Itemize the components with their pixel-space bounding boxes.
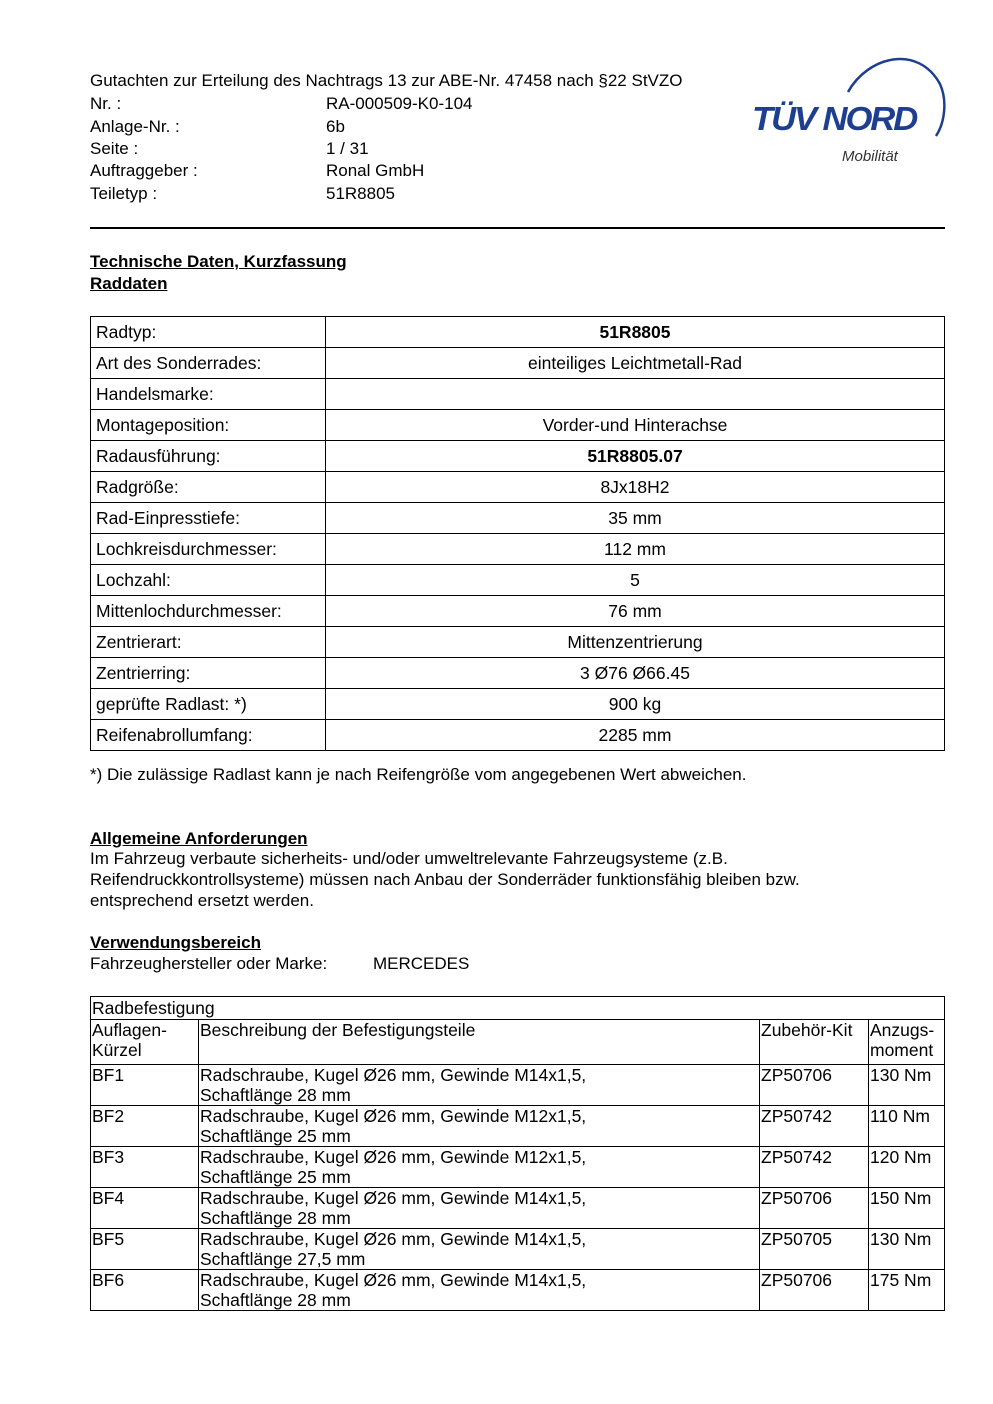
befestigung-torque: 150 Nm bbox=[869, 1188, 945, 1229]
raddaten-value: 76 mm bbox=[326, 596, 945, 627]
header-label: Auftraggeber : bbox=[90, 161, 198, 180]
befestigung-description bbox=[199, 1106, 760, 1147]
befestigung-row bbox=[91, 1106, 945, 1147]
header-auflagen-kuerzel bbox=[91, 1020, 199, 1065]
befestigung-row bbox=[91, 1188, 945, 1229]
raddaten-value: 51R8805 bbox=[326, 317, 945, 348]
header-text: Anzugs- bbox=[870, 1020, 935, 1040]
raddaten-value: 2285 mm bbox=[326, 720, 945, 751]
befestigung-kit: ZP50706 bbox=[760, 1065, 869, 1106]
raddaten-value: einteiliges Leichtmetall-Rad bbox=[326, 348, 945, 379]
befestigung-code: BF3 bbox=[91, 1147, 199, 1188]
radbefestigung-caption: Radbefestigung bbox=[91, 997, 945, 1020]
radbefestigung-table bbox=[90, 996, 945, 1311]
befestigung-row bbox=[91, 1270, 945, 1311]
raddaten-label: Lochkreisdurchmesser: bbox=[91, 534, 326, 565]
raddaten-value: 35 mm bbox=[326, 503, 945, 534]
tuv-nord-logo bbox=[748, 48, 948, 170]
text-line: entsprechend ersetzt werden. bbox=[90, 891, 314, 910]
description-line: Schaftlänge 28 mm bbox=[200, 1085, 351, 1105]
section-title-technische-daten: Technische Daten, Kurzfassung bbox=[90, 252, 347, 271]
befestigung-code: BF1 bbox=[91, 1065, 199, 1106]
befestigung-torque: 110 Nm bbox=[869, 1106, 945, 1147]
hersteller-label: Fahrzeughersteller oder Marke: bbox=[90, 954, 328, 973]
description-line: Radschraube, Kugel Ø26 mm, Gewinde M14x1,5, bbox=[200, 1229, 587, 1249]
raddaten-row bbox=[91, 472, 945, 503]
description-line: Radschraube, Kugel Ø26 mm, Gewinde M14x1,5, bbox=[200, 1065, 587, 1085]
raddaten-row bbox=[91, 720, 945, 751]
header-value: 51R8805 bbox=[326, 184, 396, 203]
header-label: Anlage-Nr. : bbox=[90, 117, 180, 136]
section-title-verwendungsbereich: Verwendungsbereich bbox=[90, 933, 261, 952]
raddaten-value: 3 Ø76 Ø66.45 bbox=[326, 658, 945, 689]
befestigung-code: BF6 bbox=[91, 1270, 199, 1311]
description-line: Radschraube, Kugel Ø26 mm, Gewinde M12x1,5, bbox=[200, 1147, 587, 1167]
hersteller-line bbox=[90, 953, 945, 974]
befestigung-description bbox=[199, 1065, 760, 1106]
befestigung-row bbox=[91, 1229, 945, 1270]
header-text: Kürzel bbox=[92, 1040, 142, 1060]
raddaten-row bbox=[91, 596, 945, 627]
text-line: Reifendruckkontrollsysteme) müssen nach Anbau der Sonderräder funktionsfähig bleiben bzw. bbox=[90, 870, 800, 889]
description-line: Schaftlänge 25 mm bbox=[200, 1126, 351, 1146]
raddaten-label: Lochzahl: bbox=[91, 565, 326, 596]
raddaten-row bbox=[91, 410, 945, 441]
header-beschreibung: Beschreibung der Befestigungsteile bbox=[199, 1020, 760, 1065]
description-line: Schaftlänge 25 mm bbox=[200, 1167, 351, 1187]
befestigung-code: BF5 bbox=[91, 1229, 199, 1270]
header-anzugsmoment bbox=[869, 1020, 945, 1065]
raddaten-row bbox=[91, 689, 945, 720]
raddaten-value: 112 mm bbox=[326, 534, 945, 565]
description-line: Schaftlänge 28 mm bbox=[200, 1208, 351, 1228]
description-line: Schaftlänge 27,5 mm bbox=[200, 1249, 366, 1269]
section-subtitle-raddaten: Raddaten bbox=[90, 274, 168, 293]
description-line: Radschraube, Kugel Ø26 mm, Gewinde M14x1,5, bbox=[200, 1188, 587, 1208]
description-line: Radschraube, Kugel Ø26 mm, Gewinde M14x1,5, bbox=[200, 1270, 587, 1290]
header-row-nr bbox=[90, 93, 750, 115]
befestigung-kit: ZP50706 bbox=[760, 1270, 869, 1311]
header-row-anlage bbox=[90, 116, 750, 138]
raddaten-row bbox=[91, 627, 945, 658]
raddaten-row bbox=[91, 441, 945, 472]
header-divider bbox=[90, 227, 945, 229]
header-value: RA-000509-K0-104 bbox=[326, 94, 473, 113]
raddaten-label: Radtyp: bbox=[91, 317, 326, 348]
text-line: Im Fahrzeug verbaute sicherheits- und/oder umweltrelevante Fahrzeugsysteme (z.B. bbox=[90, 849, 728, 868]
raddaten-label: geprüfte Radlast: *) bbox=[91, 689, 326, 720]
document-title: Gutachten zur Erteilung des Nachtrags 13 zur ABE-Nr. 47458 nach §22 StVZO bbox=[90, 71, 683, 90]
befestigung-row bbox=[91, 1147, 945, 1188]
hersteller-value: MERCEDES bbox=[373, 954, 470, 973]
raddaten-row bbox=[91, 317, 945, 348]
raddaten-row bbox=[91, 348, 945, 379]
befestigung-description bbox=[199, 1270, 760, 1311]
header-value: 6b bbox=[326, 117, 345, 136]
raddaten-label: Rad-Einpresstiefe: bbox=[91, 503, 326, 534]
befestigung-row bbox=[91, 1065, 945, 1106]
logo-wordmark: TÜV NORD bbox=[752, 100, 917, 137]
raddaten-label: Mittenlochdurchmesser: bbox=[91, 596, 326, 627]
header-label: Teiletyp : bbox=[90, 184, 158, 203]
raddaten-value: 8Jx18H2 bbox=[326, 472, 945, 503]
befestigung-kit: ZP50742 bbox=[760, 1147, 869, 1188]
anforderungen-text bbox=[90, 848, 945, 911]
befestigung-torque: 130 Nm bbox=[869, 1229, 945, 1270]
radlast-footnote: *) Die zulässige Radlast kann je nach Reifengröße vom angegebenen Wert abweichen. bbox=[90, 765, 747, 784]
raddaten-row bbox=[91, 658, 945, 689]
raddaten-value: 5 bbox=[326, 565, 945, 596]
raddaten-value: Vorder-und Hinterachse bbox=[326, 410, 945, 441]
befestigung-torque: 175 Nm bbox=[869, 1270, 945, 1311]
befestigung-description bbox=[199, 1229, 760, 1270]
raddaten-label: Zentrierart: bbox=[91, 627, 326, 658]
description-line: Schaftlänge 28 mm bbox=[200, 1290, 351, 1310]
raddaten-row bbox=[91, 379, 945, 410]
befestigung-torque: 120 Nm bbox=[869, 1147, 945, 1188]
raddaten-label: Radgröße: bbox=[91, 472, 326, 503]
befestigung-kit: ZP50705 bbox=[760, 1229, 869, 1270]
befestigung-kit: ZP50742 bbox=[760, 1106, 869, 1147]
logo-subtext: Mobilität bbox=[842, 148, 898, 165]
description-line: Radschraube, Kugel Ø26 mm, Gewinde M12x1,5, bbox=[200, 1106, 587, 1126]
header-text: Auflagen- bbox=[92, 1020, 167, 1040]
befestigung-description bbox=[199, 1147, 760, 1188]
befestigung-code: BF4 bbox=[91, 1188, 199, 1229]
raddaten-label: Reifenabrollumfang: bbox=[91, 720, 326, 751]
raddaten-value: 51R8805.07 bbox=[326, 441, 945, 472]
raddaten-value: Mittenzentrierung bbox=[326, 627, 945, 658]
raddaten-row bbox=[91, 565, 945, 596]
befestigung-kit: ZP50706 bbox=[760, 1188, 869, 1229]
raddaten-label: Radausführung: bbox=[91, 441, 326, 472]
raddaten-value: 900 kg bbox=[326, 689, 945, 720]
raddaten-table bbox=[90, 316, 945, 751]
raddaten-value bbox=[326, 379, 945, 410]
header-label: Seite : bbox=[90, 139, 139, 158]
raddaten-label: Montageposition: bbox=[91, 410, 326, 441]
raddaten-label: Zentrierring: bbox=[91, 658, 326, 689]
section-title-anforderungen: Allgemeine Anforderungen bbox=[90, 829, 308, 848]
header-row-seite bbox=[90, 138, 750, 160]
raddaten-label: Art des Sonderrades: bbox=[91, 348, 326, 379]
header-zubehoer-kit: Zubehör-Kit bbox=[760, 1020, 869, 1065]
header-text: moment bbox=[870, 1040, 934, 1060]
header-value: 1 / 31 bbox=[326, 139, 369, 158]
header-label: Nr. : bbox=[90, 94, 122, 113]
befestigung-torque: 130 Nm bbox=[869, 1065, 945, 1106]
befestigung-code: BF2 bbox=[91, 1106, 199, 1147]
header-row-teiletyp bbox=[90, 183, 750, 205]
header-row-auftraggeber bbox=[90, 160, 750, 182]
header-value: Ronal GmbH bbox=[326, 161, 425, 180]
raddaten-row bbox=[91, 534, 945, 565]
raddaten-row bbox=[91, 503, 945, 534]
befestigung-description bbox=[199, 1188, 760, 1229]
raddaten-label: Handelsmarke: bbox=[91, 379, 326, 410]
